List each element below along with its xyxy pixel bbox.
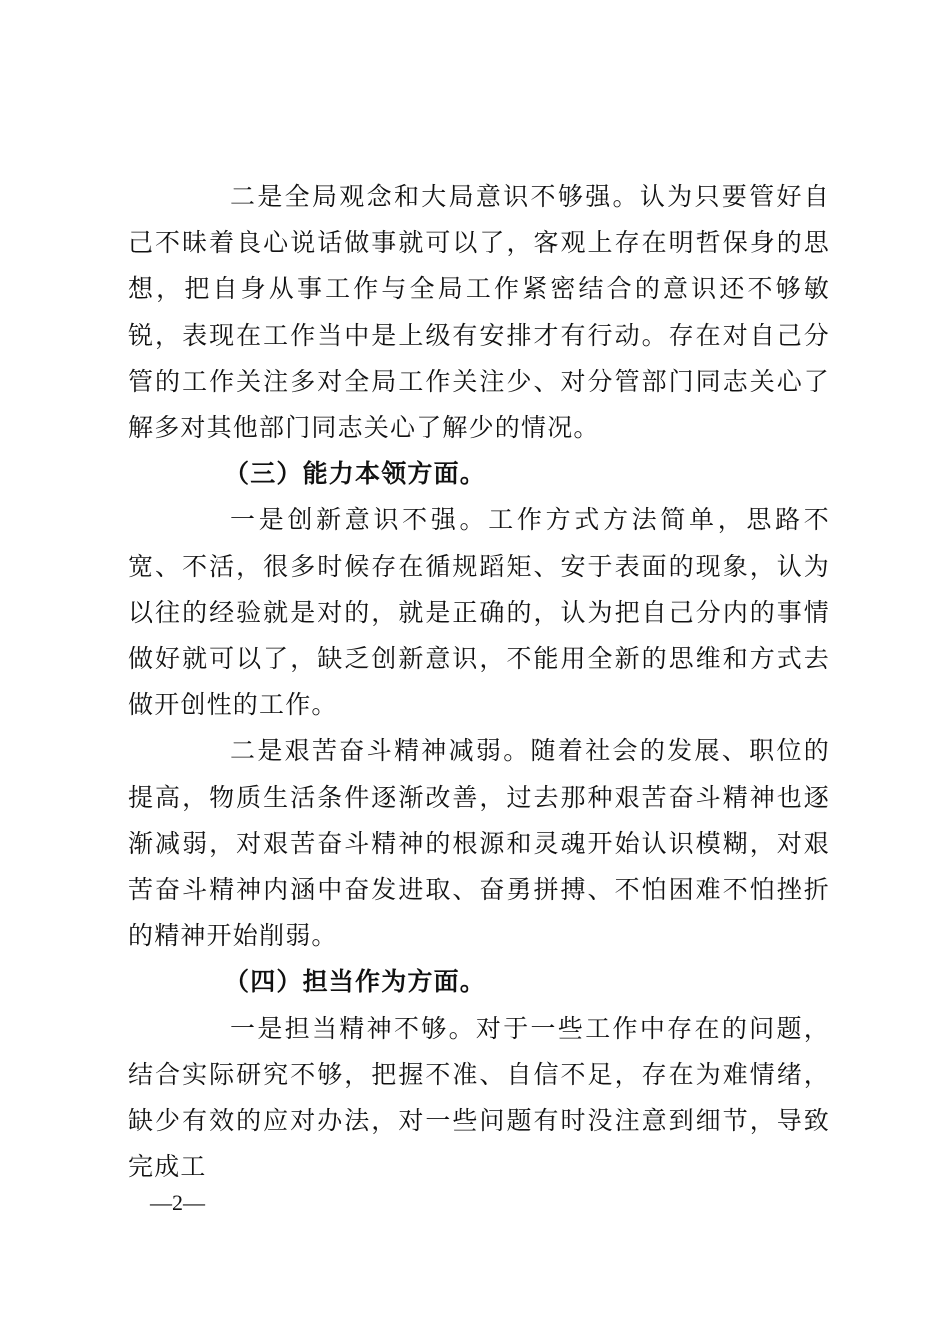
paragraph-responsibility-spirit: 一是担当精神不够。对于一些工作中存在的问题，结合实际研究不够，把握不准、自信不足，存在为难情绪，缺少有效的应对办法，对一些问题有时没注意到细节，导致完成工	[128, 1013, 830, 1182]
section-heading-ability: （三）能力本领方面。	[224, 459, 487, 489]
paragraph-hard-work-spirit: 二是艰苦奋斗精神减弱。随着社会的发展、职位的提高，物质生活条件逐渐改善，过去那种艰苦奋斗精神也逐渐减弱，对艰苦奋斗精神的根源和灵魂开始认识模糊，对艰苦奋斗精神内涵中奋发进取、奋勇拼搏、不怕困难不怕挫折的精神开始削弱。	[128, 736, 830, 951]
paragraph-innovation: 一是创新意识不强。工作方式方法简单，思路不宽、不活，很多时候存在循规蹈矩、安于表面的现象，认为以往的经验就是对的，就是正确的，认为把自己分内的事情做好就可以了，缺乏创新意识，不能用全新的思维和方式去做开创性的工作。	[128, 505, 830, 720]
page-number: —2—	[150, 1190, 205, 1215]
section-heading-responsibility: （四）担当作为方面。	[224, 967, 487, 997]
paragraph-global-awareness: 二是全局观念和大局意识不够强。认为只要管好自己不昧着良心说话做事就可以了，客观上存在明哲保身的思想，把自身从事工作与全局工作紧密结合的意识还不够敏锐，表现在工作当中是上级有安排才有行动。存在对自己分管的工作关注多对全局工作关注少、对分管部门同志关心了解多对其他部门同志关心了解少的情况。	[128, 182, 830, 443]
document-body	[128, 174, 830, 1190]
